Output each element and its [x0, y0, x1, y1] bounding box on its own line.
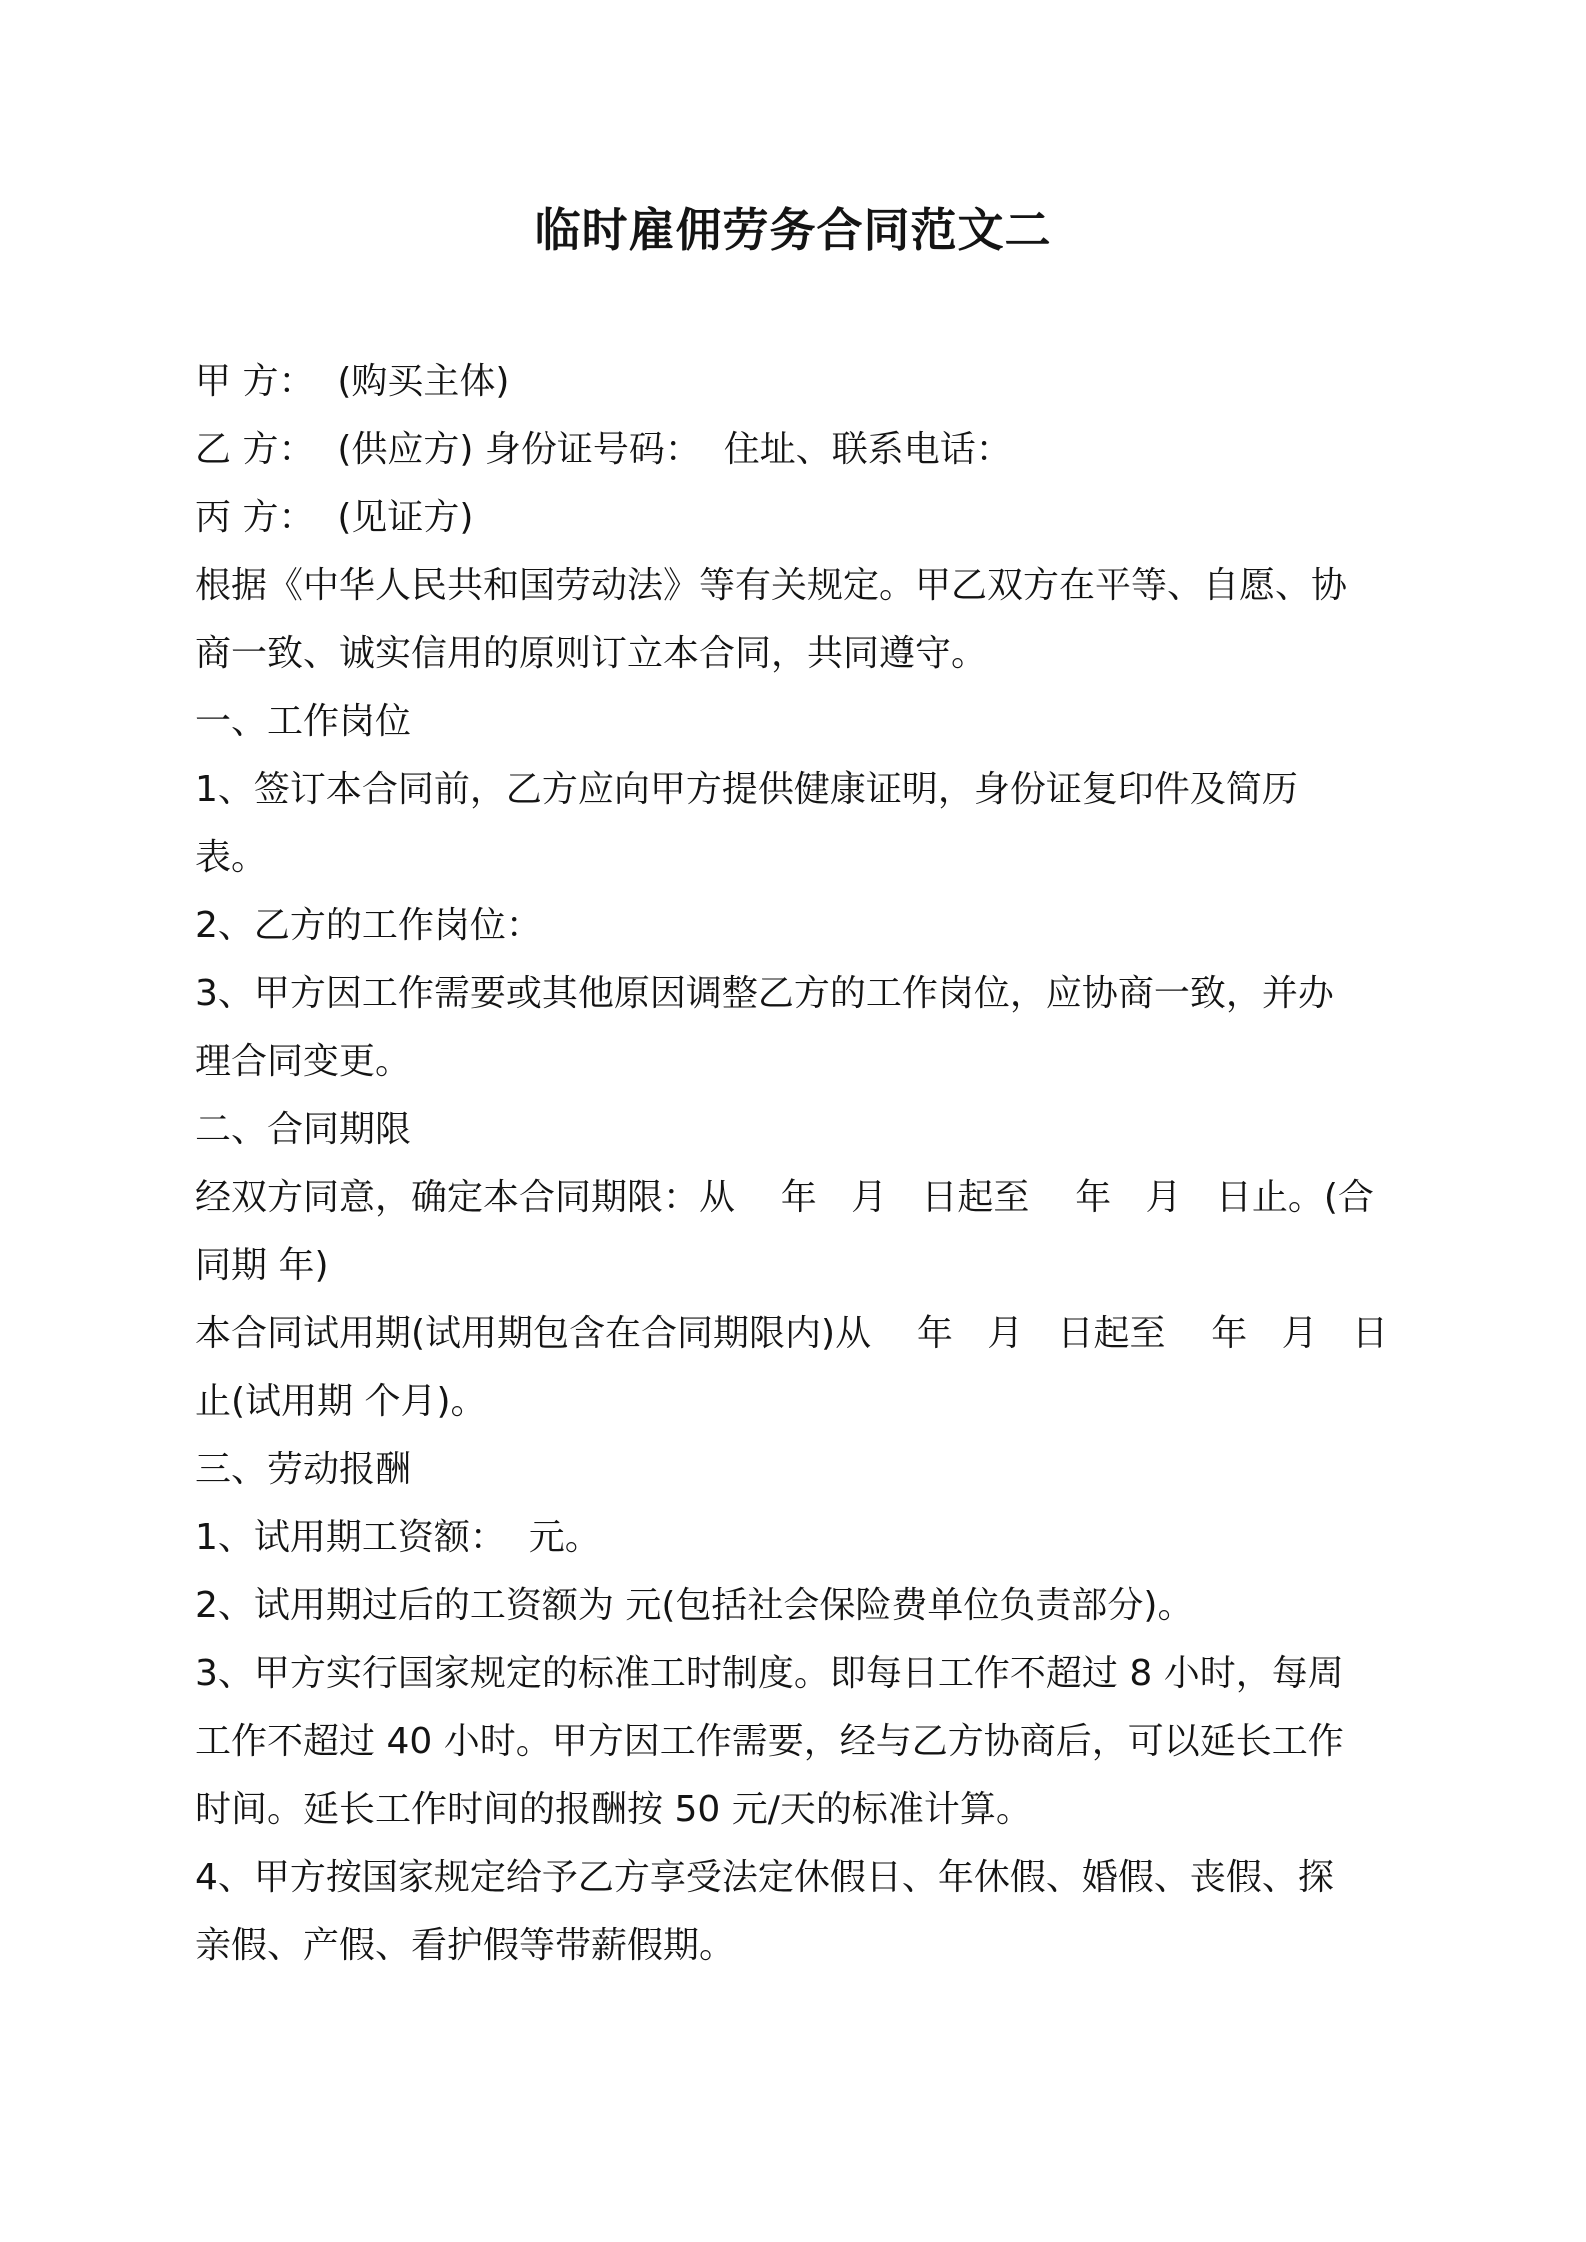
clause-2-probation-line-2: 止(试用期 个月)。 — [195, 1381, 487, 1422]
preamble-line-2: 商一致、诚实信用的原则订立本合同，共同遵守。 — [195, 633, 988, 674]
clause-2-term-line-2: 同期 年) — [195, 1245, 329, 1286]
clause-1-1-line-2: 表。 — [195, 837, 268, 878]
clause-1-3-line-1: 3、甲方因工作需要或其他原因调整乙方的工作岗位，应协商一致，并办 — [195, 973, 1334, 1014]
clause-3-3-line-2: 工作不超过 40 小时。甲方因工作需要，经与乙方协商后，可以延长工作 — [195, 1721, 1344, 1762]
clause-3-1-line: 1、试用期工资额： 元。 — [195, 1517, 601, 1558]
party-b-line: 乙 方： (供应方) 身份证号码： 住址、联系电话： — [195, 429, 1012, 470]
section-heading-job: 一、工作岗位 — [195, 701, 412, 742]
clause-2-probation-line-1: 本合同试用期(试用期包含在合同期限内)从 年 月 日起至 年 月 日 — [195, 1313, 1388, 1354]
section-heading-term: 二、合同期限 — [195, 1109, 412, 1150]
clause-1-2-line: 2、乙方的工作岗位： — [195, 905, 542, 946]
clause-3-4-line-2: 亲假、产假、看护假等带薪假期。 — [195, 1925, 736, 1966]
clause-1-3-line-2: 理合同变更。 — [195, 1041, 412, 1082]
party-c-line: 丙 方： (见证方) — [195, 497, 474, 538]
clause-3-3-line-1: 3、甲方实行国家规定的标准工时制度。即每日工作不超过 8 小时，每周 — [195, 1653, 1344, 1694]
document-title: 临时雇佣劳务合同范文二 — [534, 203, 1052, 257]
clause-1-1-line-1: 1、签订本合同前，乙方应向甲方提供健康证明，身份证复印件及简历 — [195, 769, 1298, 810]
clause-2-term-line-1: 经双方同意，确定本合同期限：从 年 月 日起至 年 月 日止。(合 — [195, 1177, 1374, 1218]
preamble-line-1: 根据《中华人民共和国劳动法》等有关规定。甲乙双方在平等、自愿、协 — [195, 565, 1348, 606]
document-body — [195, 348, 1405, 1980]
section-heading-pay: 三、劳动报酬 — [195, 1449, 412, 1490]
clause-3-2-line: 2、试用期过后的工资额为 元(包括社会保险费单位负责部分)。 — [195, 1585, 1194, 1626]
clause-3-4-line-1: 4、甲方按国家规定给予乙方享受法定休假日、年休假、婚假、丧假、探 — [195, 1857, 1334, 1898]
clause-3-3-line-3: 时间。延长工作时间的报酬按 50 元/天的标准计算。 — [195, 1789, 1032, 1830]
party-a-line: 甲 方： (购买主体) — [195, 361, 510, 402]
